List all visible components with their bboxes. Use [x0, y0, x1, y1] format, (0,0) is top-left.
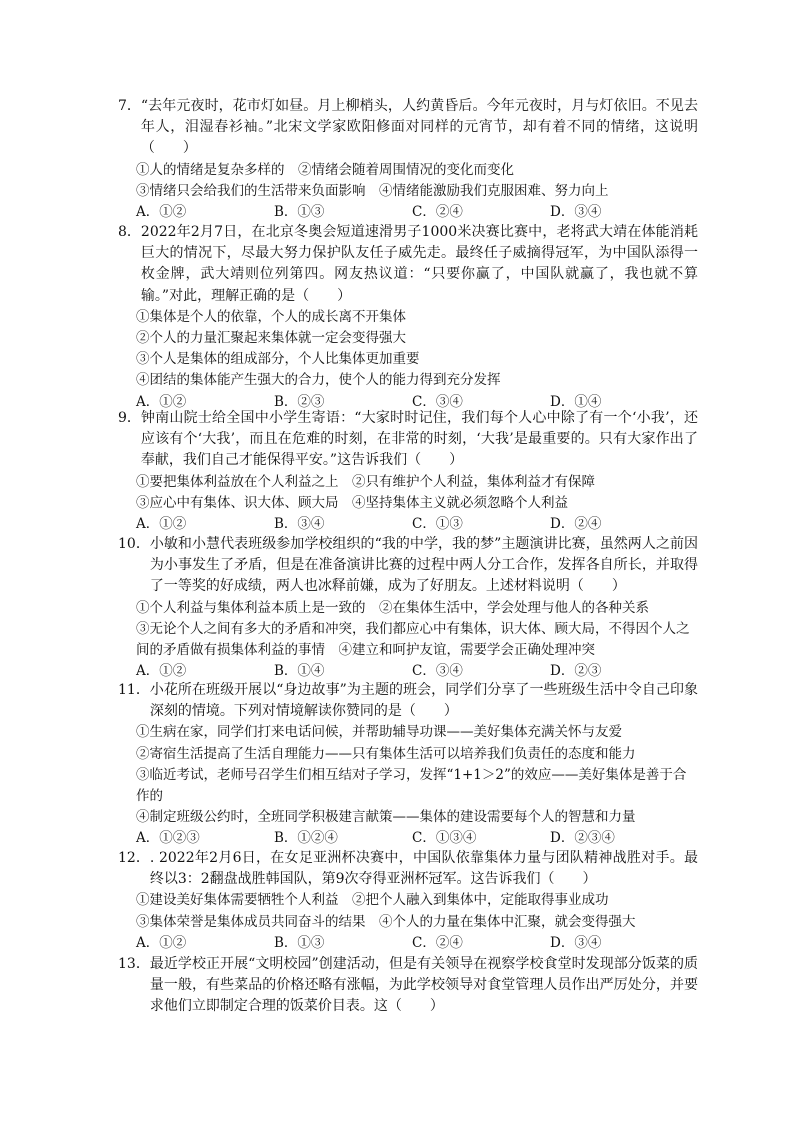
option-a[interactable]: A．①②③	[136, 830, 200, 847]
question-13	[118, 954, 698, 1018]
option-c[interactable]: C．①③④	[412, 830, 477, 847]
question-number: 13．	[118, 956, 150, 972]
statement: ③个人是集体的组成部分，个人比集体更加重要	[136, 351, 420, 368]
statement: ③集体荣誉是集体成员共同奋斗的结果 ④个人的力量在集体中汇聚，就会变得强大	[136, 913, 636, 930]
statement: ④团结的集体能产生强大的合力，使个人的能力得到充分发挥	[136, 372, 501, 389]
options-row	[136, 202, 698, 223]
question-number: 9．	[118, 410, 141, 426]
question-8	[118, 222, 698, 413]
question-number: 12．	[118, 850, 150, 866]
statement: ③情绪只会给我们的生活带来负面影响 ④情绪能激励我们克服困难、努力向上	[136, 182, 609, 199]
options-row	[136, 933, 698, 954]
question-number: 7．	[118, 98, 141, 114]
question-10	[118, 534, 698, 682]
question-number: 11．	[118, 682, 150, 698]
option-d[interactable]: D．②③	[550, 663, 602, 680]
option-c[interactable]: C．②④	[412, 203, 463, 220]
question-stem: 2022年2月7日，在北京冬奥会短道速滑男子1000米决赛比赛中，老将武大靖在体能消耗巨大的情况下，尽最大努力保护队友任子威先走。最终任子威摘得冠军，为中国队添得一枚金牌，武大靖则位列第四。网友热议道：“只要你赢了，中国队就赢了，我也就不算输。”对此，理解正确的是（ ）	[140, 224, 698, 304]
option-b[interactable]: B．①②④	[274, 830, 338, 847]
option-a[interactable]: A．①②	[136, 934, 187, 951]
statement: ③应心中有集体、识大体、顾大局 ④坚持集体主义就必须忽略个人利益	[136, 494, 568, 511]
option-c[interactable]: C．②④	[412, 934, 463, 951]
statement: ③无论个人之间有多大的矛盾和冲突，我们都应心中有集体，识大体、顾大局，不得因个人之间的矛盾做有损集体利益的事情 ④建立和呵护友谊，需要学会正确处理冲突	[136, 620, 690, 658]
question-stem: . 2022年2月6日，在女足亚洲杯决赛中，中国队依靠集体力量与团队精神战胜对手。最终以3：2翻盘战胜韩国队，第9次夺得亚洲杯冠军。这告诉我们（ ）	[149, 850, 698, 888]
option-b[interactable]: B．①③	[274, 203, 325, 220]
option-a[interactable]: A．①②	[136, 203, 187, 220]
options-row	[136, 514, 698, 535]
option-a[interactable]: A．①②	[136, 393, 187, 410]
option-c[interactable]: C．①③	[412, 515, 463, 532]
statement: ①个人利益与集体利益本质上是一致的 ②在集体生活中，学会处理与他人的各种关系	[136, 599, 649, 616]
statement: ①集体是个人的依靠，个人的成长离不开集体	[136, 308, 406, 325]
question-9	[118, 408, 698, 535]
option-c[interactable]: C．③④	[412, 663, 463, 680]
question-7	[118, 96, 698, 223]
option-d[interactable]: D．②④	[550, 515, 602, 532]
statement: ①人的情绪是复杂多样的 ②情绪会随着周围情况的变化而变化	[136, 161, 514, 178]
question-stem: 小敏和小慧代表班级参加学校组织的“我的中学，我的梦”主题演讲比赛，虽然两人之前因为小事发生了矛盾，但是在准备演讲比赛的过程中两人分工合作，发挥各自所长，并取得了一等奖的好成绩，两人也冰释前嫌，成为了好朋友。上述材料说明（ ）	[149, 536, 698, 595]
option-d[interactable]: D．③④	[550, 934, 602, 951]
options-row	[136, 828, 698, 849]
option-d[interactable]: D．①④	[550, 393, 602, 410]
question-stem: 最近学校正开展“文明校园”创建活动，但是有关领导在视察学校食堂时发现部分饭菜的质量一般，有些菜品的价格还略有涨幅，为此学校领导对食堂管理人员作出严厉处分，并要求他们立即制定合理的饭菜价目表。这（ ）	[149, 956, 698, 1015]
question-number: 10．	[118, 536, 150, 552]
statement: ①要把集体利益放在个人利益之上 ②只有维护个人利益，集体利益才有保障	[136, 473, 595, 490]
question-12	[118, 848, 698, 954]
statement: ③临近考试，老师号召学生们相互结对子学习，发挥“1+1＞2”的效应——美好集体是善于合作的	[136, 766, 687, 804]
question-number: 8．	[118, 224, 141, 240]
option-d[interactable]: D．③④	[550, 203, 602, 220]
option-b[interactable]: B．①④	[274, 663, 325, 680]
statement: ①建设美好集体需要牺牲个人利益 ②把个人融入到集体中，定能取得事业成功	[136, 892, 609, 909]
statement: ②个人的力量汇聚起来集体就一定会变得强大	[136, 330, 406, 346]
statement: ④制定班级公约时，全班同学积极建言献策——集体的建设需要每个人的智慧和力量	[136, 809, 636, 826]
option-c[interactable]: C．③④	[412, 393, 463, 410]
option-a[interactable]: A．①②	[136, 515, 187, 532]
question-stem: “去年元夜时，花市灯如昼。月上柳梢头，人约黄昏后。今年元夜时，月与灯依旧。不见去年人，泪湿春衫袖。”北宋文学家欧阳修面对同样的元宵节，却有着不同的情绪，这说明（ ）	[140, 98, 698, 157]
question-11	[118, 680, 698, 850]
question-stem: 钟南山院士给全国中小学生寄语：“大家时时记住，我们每个人心中除了有一个‘小我’，还应该有个‘大我’，而且在危难的时刻，在非常的时刻，‘大我’是最重要的。只有大家作出了奉献，我们自己才能保得平安。”这告诉我们（ ）	[140, 410, 698, 469]
statement: ①生病在家，同学们打来电话问候，并帮助辅导功课——美好集体充满关怀与友爱	[136, 724, 622, 741]
option-b[interactable]: B．③④	[274, 515, 325, 532]
option-a[interactable]: A．①②	[136, 663, 187, 680]
option-b[interactable]: B．②③	[274, 393, 325, 410]
option-d[interactable]: D．②③④	[550, 830, 615, 847]
statement: ②寄宿生活提高了生活自理能力——只有集体生活可以培养我们负责任的态度和能力	[136, 745, 636, 762]
question-stem: 小花所在班级开展以“身边故事”为主题的班会，同学们分享了一些班级生活中令自己印象深刻的情境。下列对情境解读你赞同的是（ ）	[149, 682, 698, 720]
option-b[interactable]: B．①③	[274, 934, 325, 951]
